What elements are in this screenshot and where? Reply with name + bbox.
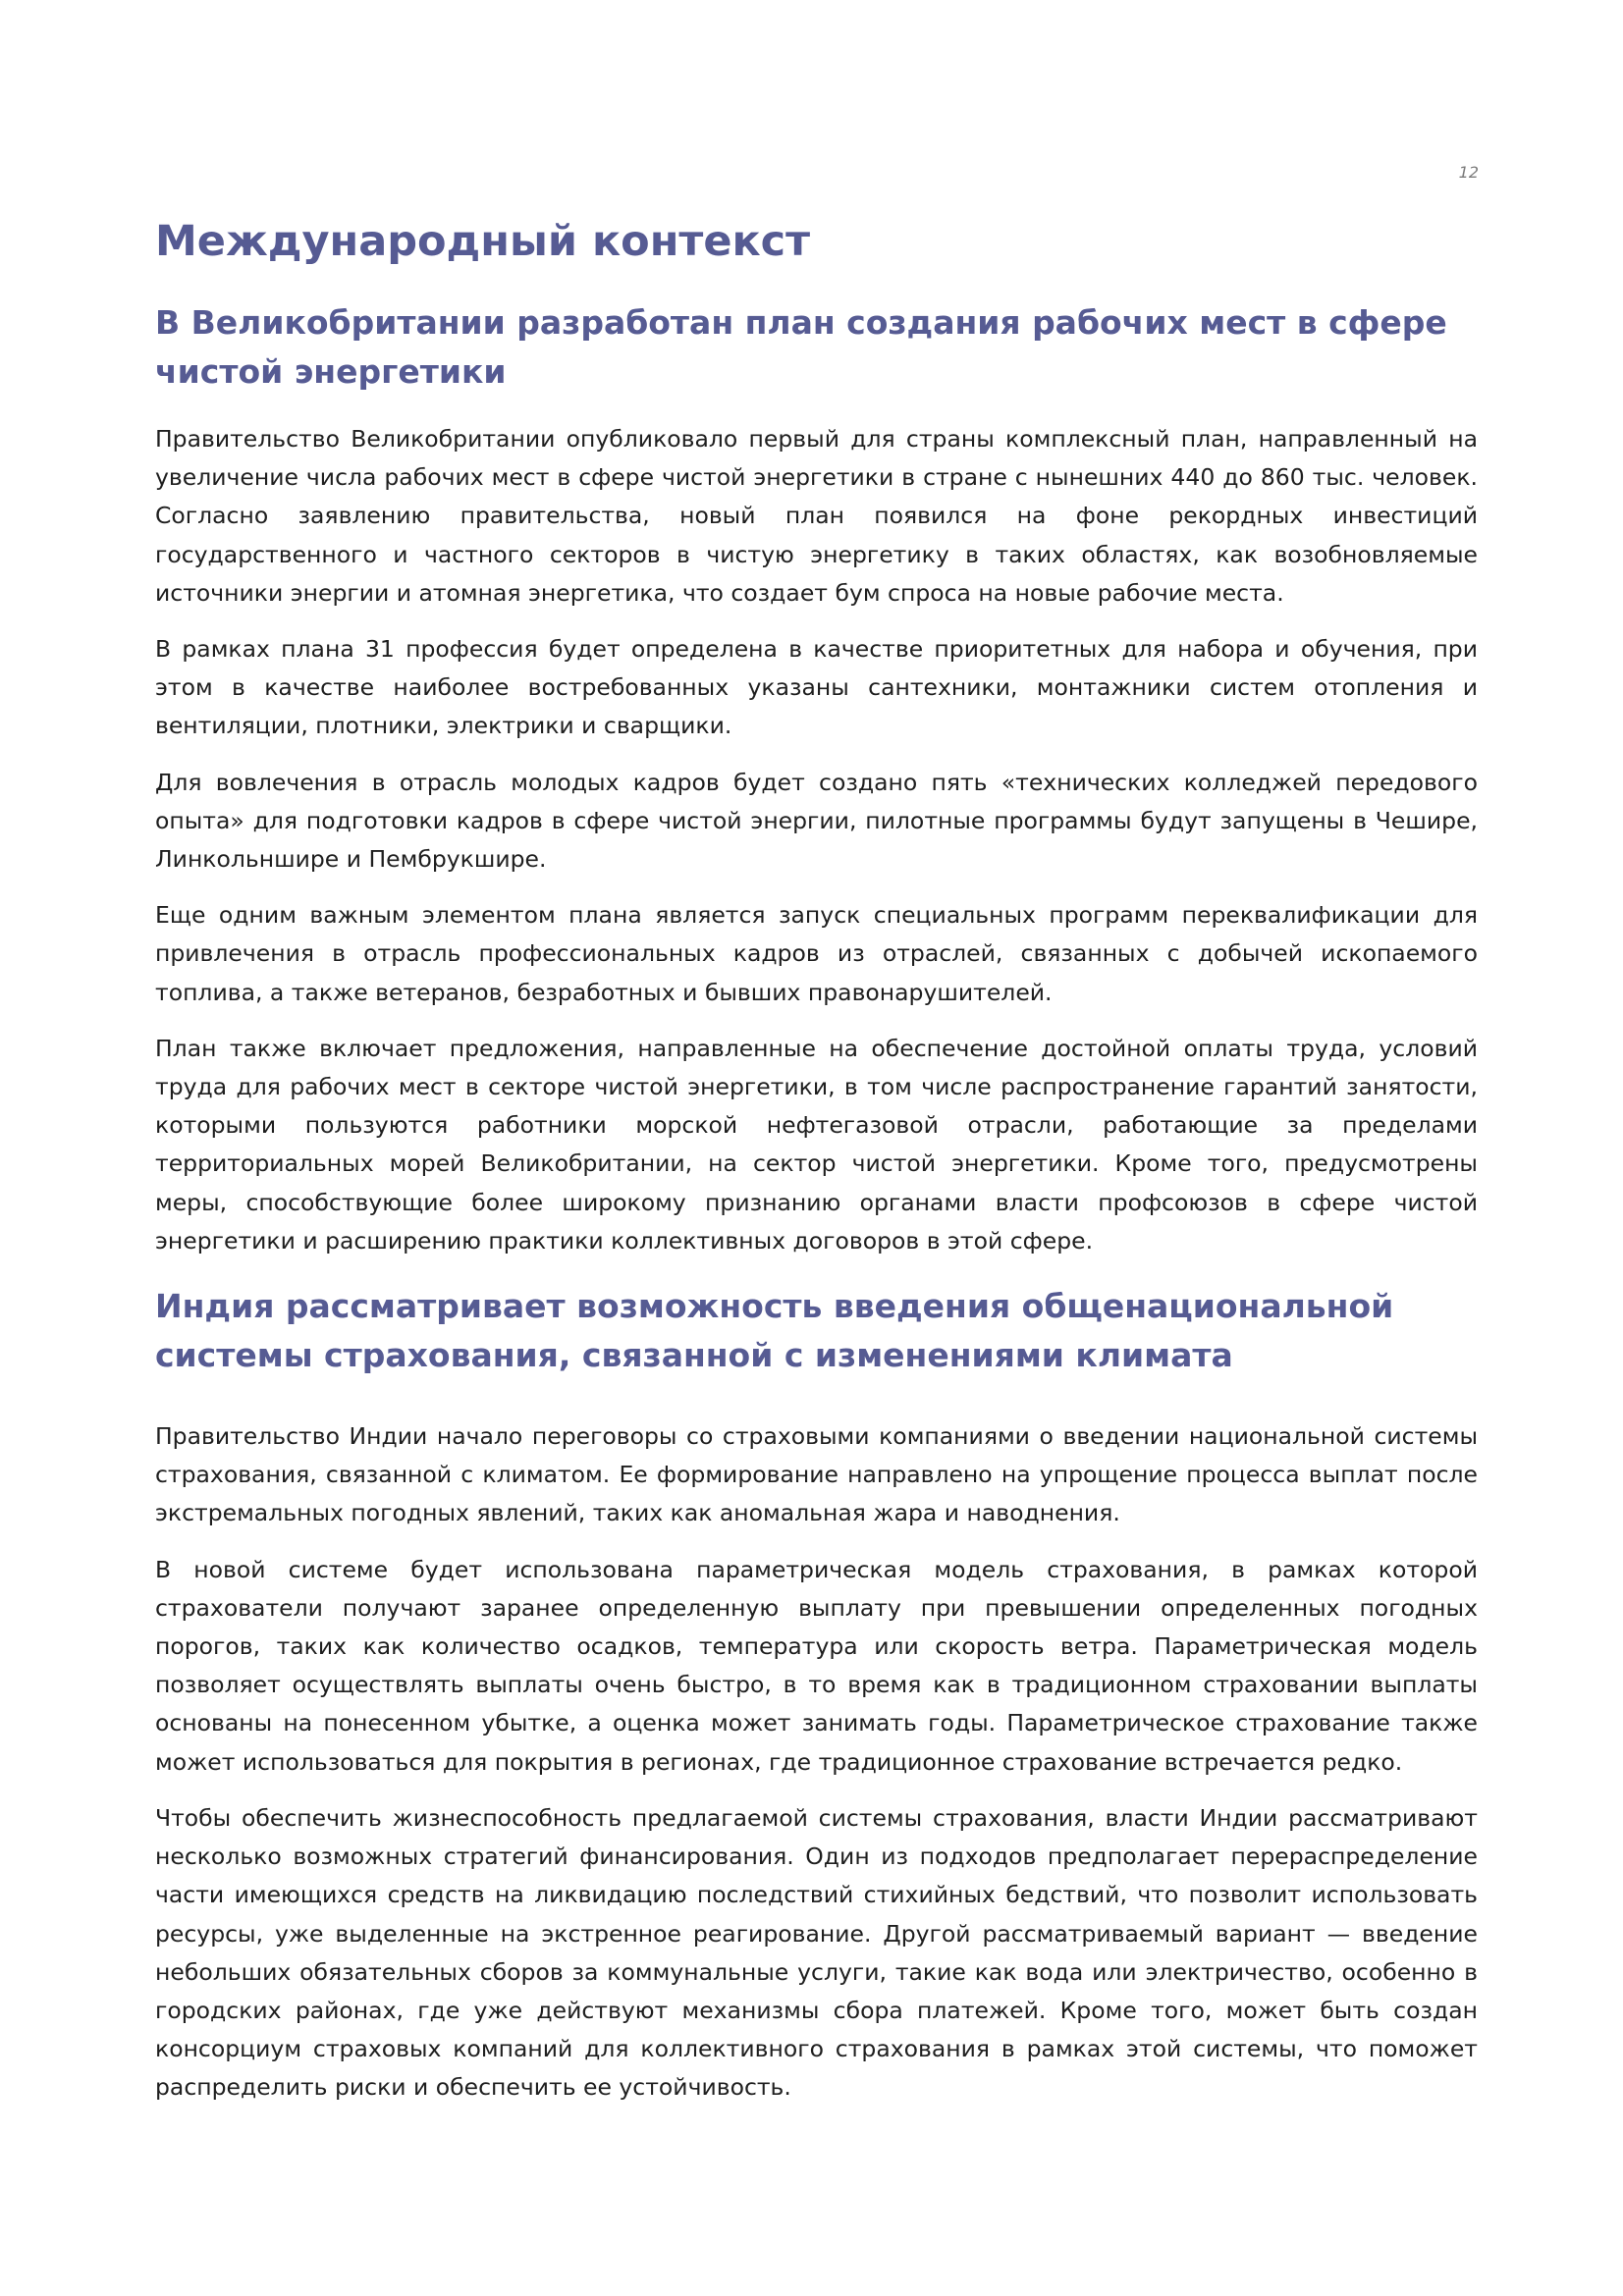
section-heading: В Великобритании разработан план создания рабочих мест в сфере чистой энергетики: [155, 303, 1447, 391]
page-number: 12: [1458, 163, 1479, 182]
paragraph: Для вовлечения в отрасль молодых кадров будет создано пять «технических колледжей передового опыта» для подготовки кадров в сфере чистой энергии, пилотные программы будут запущены в Чешире, Линкольншире и Пембрукшире.: [155, 768, 1478, 874]
section-india-climate-insurance: [155, 1282, 1478, 2107]
paragraph: В рамках плана 31 профессия будет определена в качестве приоритетных для набора и обучения, при этом в качестве наиболее востребованных указаны сантехники, монтажники систем отопления и вентиляции, плотники, электрики и сварщики.: [155, 635, 1478, 740]
section-uk-clean-energy-jobs: [155, 298, 1478, 1260]
page-content: [155, 210, 1478, 2125]
paragraph: План также включает предложения, направленные на обеспечение достойной оплаты труда, условий труда для рабочих мест в секторе чистой энергетики, в том числе распространение гарантий занятости, которыми пользуются работники морской нефтегазовой отрасли, работающие за пределами территориальных морей Великобритании, на сектор чистой энергетики. Кроме того, предусмотрены меры, способствующие более широкому признанию органами власти профсоюзов в сфере чистой энергетики и расширению практики коллективных договоров в этой сфере.: [155, 1034, 1478, 1255]
paragraph: Правительство Великобритании опубликовало первый для страны комплексный план, направленный на увеличение числа рабочих мест в сфере чистой энергетики в стране с нынешних 440 до 860 тыс. человек. Согласно заявлению правительства, новый план появился на фоне рекордных инвестиций государственного и частного секторов в чистую энергетику в таких областях, как возобновляемые источники энергии и атомная энергетика, что создает бум спроса на новые рабочие места.: [155, 425, 1478, 607]
section-heading: Индия рассматривает возможность введения общенациональной системы страхования, связанной с изменениями климата: [155, 1287, 1394, 1375]
paragraph: Чтобы обеспечить жизнеспособность предлагаемой системы страхования, власти Индии рассматривают несколько возможных стратегий финансирования. Один из подходов предполагает перераспределение части имеющихся средств на ликвидацию последствий стихийных бедствий, что позволит использовать ресурсы, уже выделенные на экстренное реагирование. Другой рассматриваемый вариант — введение небольших обязательных сборов за коммунальные услуги, такие как вода или электричество, особенно в городских районах, где уже действуют механизмы сбора платежей. Кроме того, может быть создан консорциум страховых компаний для коллективного страхования в рамках этой системы, что поможет распределить риски и обеспечить ее устойчивость.: [155, 1803, 1478, 2102]
paragraph: В новой системе будет использована параметрическая модель страхования, в рамках которой страхователи получают заранее определенную выплату при превышении определенных погодных порогов, таких как количество осадков, температура или скорость ветра. Параметрическая модель позволяет осуществлять выплаты очень быстро, в то время как в традиционном страховании выплаты основаны на понесенном убытке, а оценка может занимать годы. Параметрическое страхование также может использоваться для покрытия в регионах, где традиционное страхование встречается редко.: [155, 1555, 1478, 1776]
paragraph: Правительство Индии начало переговоры со страховыми компаниями о введении национальной системы страхования, связанной с климатом. Ее формирование направлено на упрощение процесса выплат после экстремальных погодных явлений, таких как аномальная жара и наводнения.: [155, 1422, 1478, 1527]
page-title: Международный контекст: [155, 217, 811, 266]
paragraph: Еще одним важным элементом плана является запуск специальных программ переквалификации для привлечения в отрасль профессиональных кадров из отраслей, связанных с добычей ископаемого топлива, а также ветеранов, безработных и бывших правонарушителей.: [155, 901, 1478, 1006]
